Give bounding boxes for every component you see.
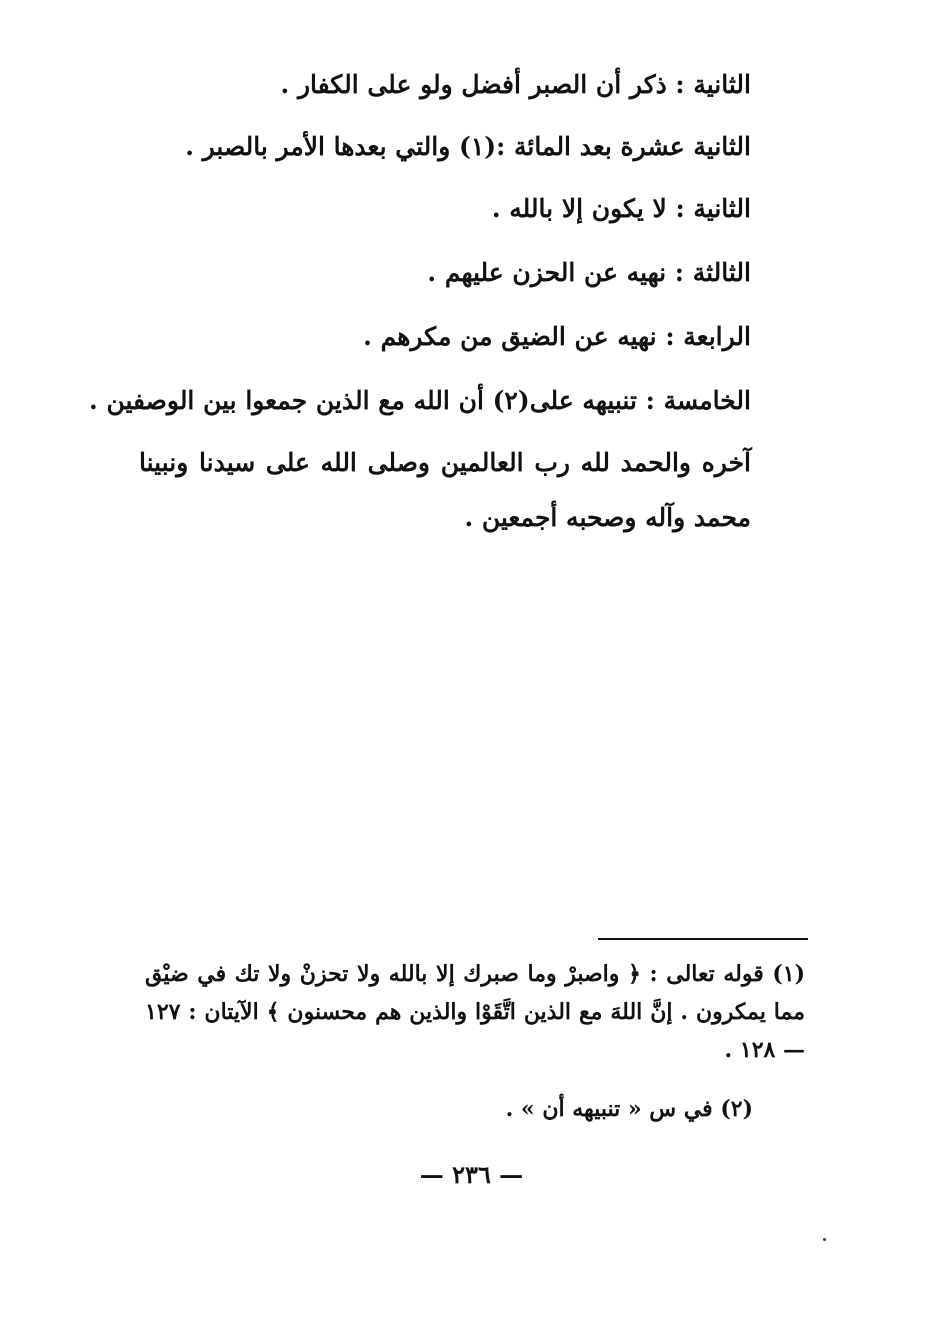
footnote-divider — [598, 938, 808, 940]
text-line-3: الثانية : لا يكون إلا بالله . — [491, 194, 751, 223]
text-line-4: الثالثة : نهيه عن الحزن عليهم . — [427, 258, 751, 287]
page-number: — ٢٣٦ — — [419, 1160, 524, 1189]
footnote-2: (٢) في س « تنبيهه أن » . — [505, 1096, 753, 1122]
scan-speck — [823, 1238, 826, 1241]
text-line-6: الخامسة : تنبيهه على(٢) أن الله مع الذين جمعوا بين الوصفين . — [89, 386, 751, 415]
text-line-1: الثانية : ذكر أن الصبر أفضل ولو على الكفار . — [280, 70, 751, 99]
text-line-5: الرابعة : نهيه عن الضيق من مكرهم . — [363, 322, 751, 351]
closing-paragraph: آخره والحمد لله رب العالمين وصلى الله على سيدنا ونبينا محمد وآله وصحبه أجمعين . — [139, 448, 751, 532]
footnote-1: (١) قوله تعالى : ﴿ واصبرْ وما صبرك إلا بالله ولا تحزنْ ولا تك في ضيْق مما يمكرون . إنَّ اللهَ مع الذين اتَّقَوْا والذين هم محسنون ﴾ الآيتان : ١٢٧ — ١٢٨ . — [145, 961, 805, 1063]
text-line-2: الثانية عشرة بعد المائة :(١) والتي بعدها الأمر بالصبر . — [185, 132, 751, 161]
